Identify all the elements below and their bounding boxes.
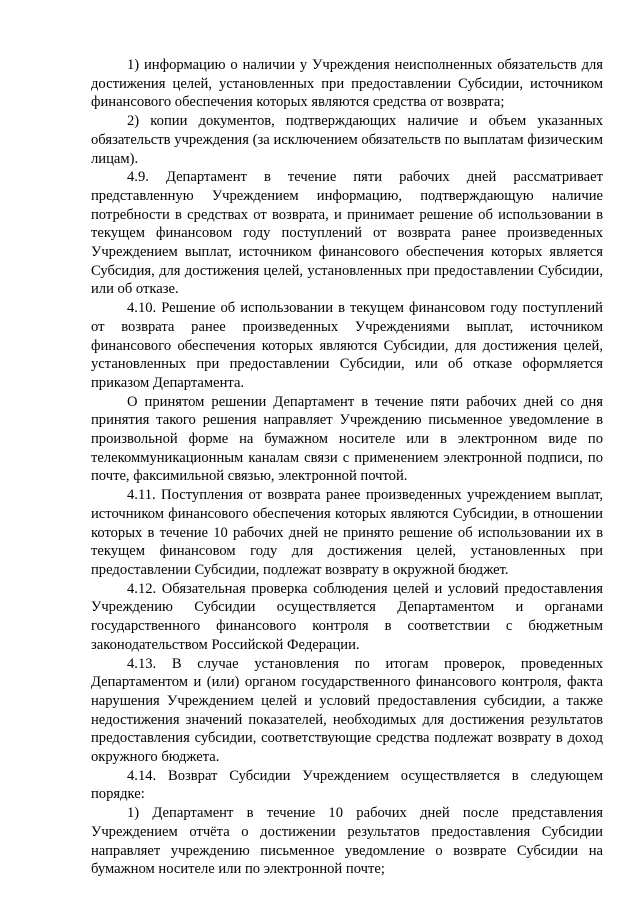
paragraph-item-1-info: 1) информацию о наличии у Учреждения неисполненных обязательств для достижения целей, установленных при предоставлении Субсидии, источником финансового обеспечения которых являются средства от возврата;: [91, 57, 603, 111]
paragraph-return-item-1: 1) Департамент в течение 10 рабочих дней после представления Учреждением отчёта о достижении результатов предоставления Субсидии направляет учреждению письменное уведомление о возврате Субсидии на бумажном носителе или по электронной почте;: [91, 805, 603, 878]
paragraph-4-12: 4.12. Обязательная проверка соблюдения целей и условий предоставления Учреждению Субсидии осуществляется Департаментом и органами государственного финансового контроля в соответствии с бюджетным законодательством Российской Федерации.: [91, 580, 603, 653]
paragraph-4-11: 4.11. Поступления от возврата ранее произведенных учреждением выплат, источником финансового обеспечения которых являются Субсидии, в отношении которых в течение 10 рабочих дней не принято решение об использовании их в текущем финансовом году для достижения целей, установленных при предоставлении Субсидии, подлежат возврату в окружной бюджет.: [91, 487, 603, 578]
paragraph-4-14: 4.14. Возврат Субсидии Учреждением осуществляется в следующем порядке:: [91, 767, 603, 803]
paragraph-4-10: 4.10. Решение об использовании в текущем финансовом году поступлений от возврата ранее произведенных Учреждениями выплат, источником финансового обеспечения которых являются Субсидии, для достижения целей, установленных при предоставлении Субсидии, или об отказе оформляется приказом Департамента.: [91, 300, 603, 391]
paragraph-4-13: 4.13. В случае установления по итогам проверок, проведенных Департаментом и (или) органом государственного финансового контроля, факта нарушения Учреждением целей и условий предоставления субсидии, а также недостижения значений показателей, необходимых для достижения результатов предоставления субсидии, соответствующие средства подлежат возврату в доход окружного бюджета.: [91, 655, 603, 766]
document-page: [91, 56, 603, 879]
paragraph-4-9: 4.9. Департамент в течение пяти рабочих дней рассматривает представленную Учреждением информацию, подтверждающую наличие потребности в средствах от возврата, и принимает решение об использовании в текущем финансовом году поступлений от возврата ранее произведенных Учреждением выплат, источником финансового обеспечения которых является Субсидия, для достижения целей, установленных при предоставлении Субсидии, или об отказе.: [91, 169, 603, 298]
paragraph-item-2-copies: 2) копии документов, подтверждающих наличие и объем указанных обязательств учреждения (за исключением обязательств по выплатам физическим лицам).: [91, 113, 603, 167]
paragraph-decision-notice: О принятом решении Департамент в течение пяти рабочих дней со дня принятия такого решения направляет Учреждению письменное уведомление в произвольной форме на бумажном носителе или в электронном виде по телекоммуникационным каналам связи с применением электронной подписи, по почте, факсимильной связью, электронной почтой.: [91, 393, 603, 485]
